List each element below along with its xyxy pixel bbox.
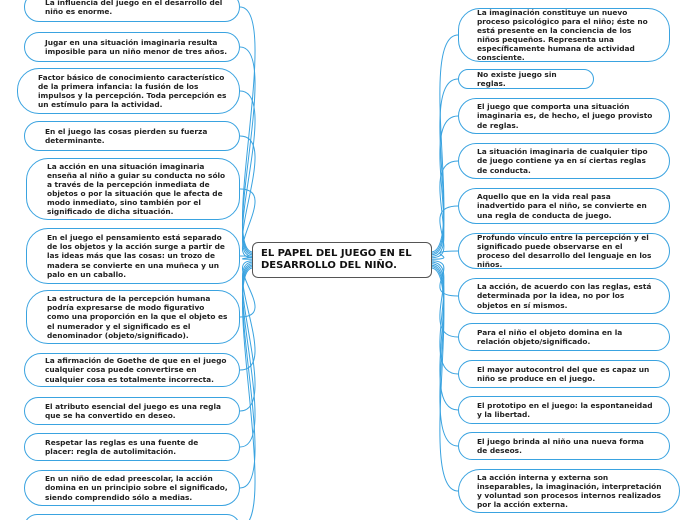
right-node-10[interactable] [458,432,670,460]
right-connector [431,206,458,258]
right-node-label: La acción interna y externa son inseparables, la imaginación, interpretación y voluntad son procesos internos realizados por la acción externa. [477,472,662,510]
right-connector [431,264,458,374]
right-node-label: La imaginación constituye un nuevo proceso psicológico para el niño; éste no está presente en la conciencia de los niños pequeños. Representa una específicamente humana de actividad consciente. [477,7,648,63]
left-node-label: En el juego las cosas pierden su fuerza determinante. [45,126,208,145]
right-node-label: Aquello que en la vida real pasa inadvertido para el niño, se convierte en una regla de conducta de juego. [477,192,647,220]
right-node-label: La acción, de acuerdo con las reglas, está determinada por la idea, no por los objetos en sí mismos. [477,282,652,310]
right-node-0[interactable] [458,8,670,62]
right-connector [431,161,458,256]
right-connector [431,79,458,253]
left-node-label: En un niño de edad preescolar, la acción domina en un principio sobre el significado, siendo comprendido sólo a medias. [45,474,228,502]
left-node-3[interactable] [24,121,240,151]
right-connector [431,268,458,491]
left-node-11[interactable] [24,514,240,520]
left-node-8[interactable] [24,397,240,425]
left-node-label: En el juego el pensamiento está separado de los objetos y la acción surge a partir de las ideas más que las cosas: un trozo de madera se convierte en una muñeca y un palo en un caballo. [47,233,225,279]
left-node-label: El atributo esencial del juego es una regla que se ha convertido en deseo. [45,401,221,420]
left-node-10[interactable] [24,470,240,506]
right-connector [431,265,458,410]
left-node-0[interactable] [24,0,240,22]
left-node-4[interactable] [26,158,240,220]
left-connector [240,7,255,252]
left-connector [240,136,255,256]
left-node-label: La acción en una situación imaginaria enseña al niño a guiar su conducta no sólo a través de la percepción inmediata de objetos o por la situación que le afecta de modo inmediato, sino también por el significado de dicha situación. [47,161,226,217]
left-node-label: Jugar en una situación imaginaria resulta imposible para un niño menor de tres años. [45,37,228,56]
right-node-8[interactable] [458,360,670,388]
right-connector [431,262,458,337]
right-node-label: El mayor autocontrol del que es capaz un niño se produce en el juego. [477,364,650,383]
central-topic[interactable] [252,242,432,278]
right-node-11[interactable] [458,469,680,513]
left-node-6[interactable] [26,290,240,344]
right-node-5[interactable] [458,233,670,269]
right-node-label: Profundo vínculo entre la percepción y el significado puede observarse en el proceso del desarrollo del lenguaje en los niños. [477,232,652,270]
left-node-label: La afirmación de Goethe de que en el juego cualquier cosa puede convertirse en cualquier cosa es totalmente incorrecta. [45,356,227,384]
left-node-2[interactable] [17,68,240,114]
right-node-3[interactable] [458,143,670,179]
right-node-6[interactable] [458,278,670,314]
left-node-label: La estructura de la percepción humana podría expresarse de modo figurativo como una proporción en la que el objeto es el numerador y el significado es el denominador (objeto/significado). [47,294,228,340]
right-node-label: El juego que comporta una situación imaginaria es, de hecho, el juego provisto de reglas. [477,102,653,130]
right-connector [431,116,458,255]
right-node-label: El prototipo en el juego: la espontaneidad y la libertad. [477,400,653,419]
right-node-1[interactable] [458,69,594,89]
right-connector [431,35,458,252]
right-node-label: La situación imaginaria de cualquier tipo de juego contiene ya en sí ciertas reglas de conducta. [477,147,648,175]
right-node-7[interactable] [458,323,670,351]
central-topic-label: EL PAPEL DEL JUEGO EN EL DESARROLLO DEL NIÑO. [261,248,412,271]
right-node-2[interactable] [458,98,670,134]
right-node-label: No existe juego sin reglas. [477,69,557,88]
left-node-5[interactable] [26,228,240,284]
right-node-4[interactable] [458,188,670,224]
left-node-9[interactable] [24,433,240,461]
left-node-1[interactable] [24,32,240,62]
left-node-7[interactable] [24,353,240,387]
right-node-9[interactable] [458,396,670,424]
left-node-label: Factor básico de conocimiento característico de la primera infancia: la fusión de los impulsos y la percepción. Toda percepción es un estímulo para la actividad. [38,72,227,110]
left-node-label: Respetar las reglas es una fuente de placer: regla de autolimitación. [45,437,199,456]
left-node-label: La influencia del juego en el desarrollo del niño es enorme. [45,0,223,16]
right-node-label: El juego brinda al niño una nueva forma de deseos. [477,436,644,455]
right-node-label: Para el niño el objeto domina en la relación objeto/significado. [477,327,623,346]
